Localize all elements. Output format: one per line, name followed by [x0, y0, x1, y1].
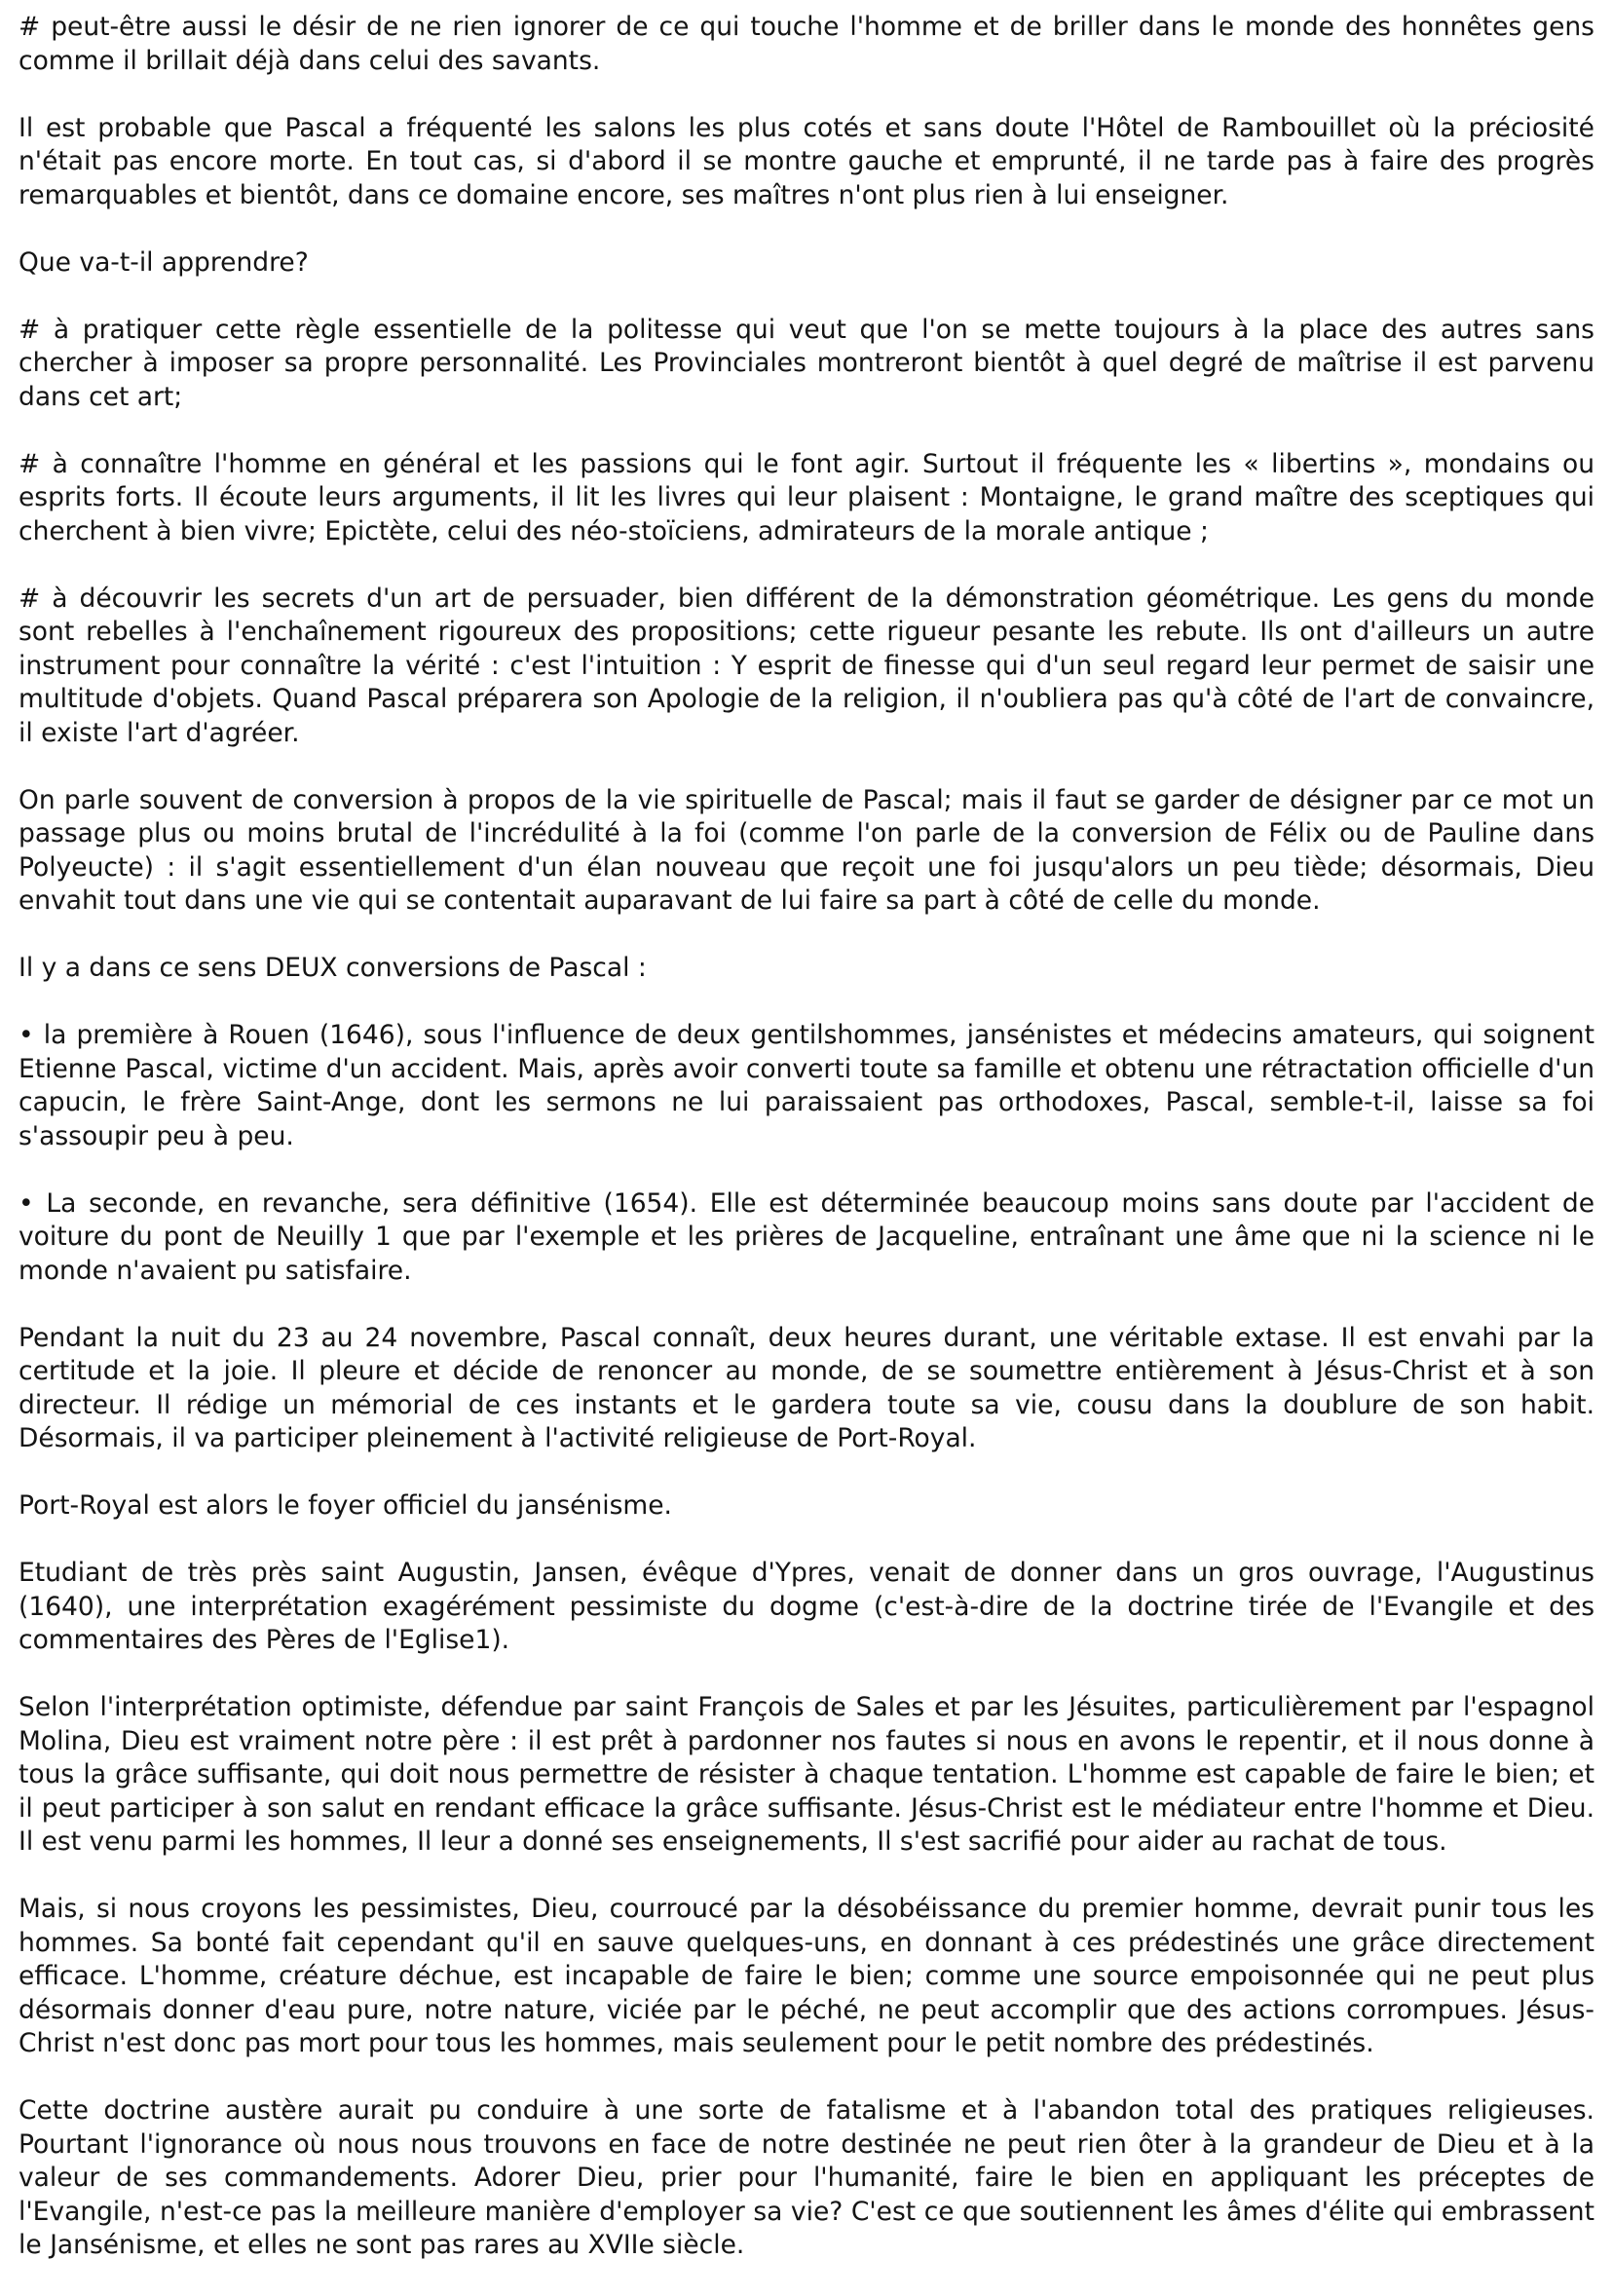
- paragraph-pessimistes: Mais, si nous croyons les pessimistes, Dieu, courroucé par la désobéissance du premier homme, devrait punir tous les hommes. Sa bonté fait cependant qu'il en sauve quelques-uns, en donnant à ces prédestinés une grâce directement efficace. L'homme, créature déchue, est incapable de faire le bien; comme une source empoisonnée qui ne peut plus désormais donner d'eau pure, notre nature, viciée par le péché, ne peut accomplir que des actions corrompues. Jésus-Christ n'est donc pas mort pour tous les hommes, mais seulement pour le petit nombre des prédestinés.: [19, 1894, 1594, 2058]
- paragraph-deux-conversions: Il y a dans ce sens DEUX conversions de Pascal :: [19, 953, 647, 983]
- paragraph-jansen: Etudiant de très près saint Augustin, Jansen, évêque d'Ypres, venait de donner dans un gros ouvrage, l'Augustinus (1640), une interprétation exagérément pessimiste du dogme (c'est-à-dire de la doctrine tirée de l'Evangile et des commentaires des Pères de l'Eglise1).: [19, 1558, 1594, 1655]
- document-page: [19, 11, 1594, 2296]
- paragraph-question: Que va-t-il apprendre?: [19, 246, 309, 278]
- paragraph-connaitre-homme: # à connaître l'homme en général et les passions qui le font agir. Surtout il fréquente les « libertins », mondains ou esprits forts. Il écoute leurs arguments, il lit les livres qui leur plaisent : Montaigne, le grand maître des sceptiques qui cherchent à bien vivre; Epictète, celui des néo-stoïciens, admirateurs de la morale antique ;: [19, 448, 1594, 546]
- paragraph-art-persuader: # à découvrir les secrets d'un art de persuader, bien différent de la démonstration géométrique. Les gens du monde sont rebelles à l'enchaînement rigoureux des propositions; cette rigueur pesante les rebute. Ils ont d'ailleurs un autre instrument pour connaître la vérité : c'est l'intuition : Y esprit de finesse qui d'un seul regard leur permet de saisir une multitude d'objets. Quand Pascal préparera son Apologie de la religion, il n'oubliera pas qu'à côté de l'art de convaincre, il existe l'art d'agréer.: [19, 583, 1594, 748]
- paragraph-doctrine-austere: Cette doctrine austère aurait pu conduire à une sorte de fatalisme et à l'abandon total des pratiques religieuses. Pourtant l'ignorance où nous nous trouvons en face de notre destinée ne peut rien ôter à la grandeur de Dieu et à la valeur de ses commandements. Adorer Dieu, prier pour l'humanité, faire le bien en appliquant les préceptes de l'Evangile, n'est-ce pas la meilleure manière d'employer sa vie? C'est ce que soutiennent les âmes d'élite qui embrassent le Jansénisme, et elles ne sont pas rares au XVIIe siècle.: [19, 2095, 1594, 2260]
- paragraph-nuit-extase: Pendant la nuit du 23 au 24 novembre, Pascal connaît, deux heures durant, une véritable extase. Il est envahi par la certitude et la joie. Il pleure et décide de renoncer au monde, de se soumettre entièrement à Jésus-Christ et à son directeur. Il rédige un mémorial de ces instants et le gardera toute sa vie, cousu dans la doublure de son habit. Désormais, il va participer pleinement à l'activité religieuse de Port-Royal.: [19, 1322, 1594, 1453]
- paragraph-salons: Il est probable que Pascal a fréquenté les salons les plus cotés et sans doute l'Hôtel de Rambouillet où la préciosité n'était pas encore morte. En tout cas, si d'abord il se montre gauche et emprunté, il ne tarde pas à faire des progrès remarquables et bientôt, dans ce domaine encore, ses maîtres n'ont plus rien à lui enseigner.: [19, 112, 1594, 210]
- paragraph-port-royal: Port-Royal est alors le foyer officiel du jansénisme.: [19, 1490, 672, 1521]
- paragraph-conversion: On parle souvent de conversion à propos de la vie spirituelle de Pascal; mais il faut se garder de désigner par ce mot un passage plus ou moins brutal de l'incrédulité à la foi (comme l'on parle de la conversion de Félix ou de Pauline dans Polyeucte) : il s'agit essentiellement d'un élan nouveau que reçoit une foi jusqu'alors un peu tiède; désormais, Dieu envahit tout dans une vie qui se contentait auparavant de lui faire sa part à côté de celle du monde.: [19, 784, 1594, 916]
- list-item-premiere-conversion: • la première à Rouen (1646), sous l'influence de deux gentilshommes, jansénistes et médecins amateurs, qui soignent Etienne Pascal, victime d'un accident. Mais, après avoir converti toute sa famille et obtenu une rétractation officielle d'un capucin, le frère Saint-Ange, dont les sermons ne lui paraissaient pas orthodoxes, Pascal, semble-t-il, laisse sa foi s'assoupir peu à peu.: [19, 1020, 1594, 1151]
- list-item-seconde-conversion: • La seconde, en revanche, sera définitive (1654). Elle est déterminée beaucoup moins sans doute par l'accident de voiture du pont de Neuilly 1 que par l'exemple et les prières de Jacqueline, entraînant une âme que ni la science ni le monde n'avaient pu satisfaire.: [19, 1187, 1594, 1286]
- paragraph-interpretation-optimiste: Selon l'interprétation optimiste, défendue par saint François de Sales et par les Jésuites, particulièrement par l'espagnol Molina, Dieu est vraiment notre père : il est prêt à pardonner nos fautes si nous en avons le repentir, et il nous donne à tous la grâce suffisante, qui doit nous permettre de résister à chaque tentation. L'homme est capable de faire le bien; et il peut participer à son salut en rendant efficace la grâce suffisante. Jésus-Christ est le médiateur entre l'homme et Dieu. Il est venu parmi les hommes, Il leur a donné ses enseignements, Il s'est sacrifié pour aider au rachat de tous.: [19, 1692, 1594, 1857]
- paragraph-politesse: # à pratiquer cette règle essentielle de la politesse qui veut que l'on se mette toujours à la place des autres sans chercher à imposer sa propre personnalité. Les Provinciales montreront bientôt à quel degré de maîtrise il est parvenu dans cet art;: [19, 314, 1594, 412]
- paragraph-honnetes-gens: # peut-être aussi le désir de ne rien ignorer de ce qui touche l'homme et de briller dans le monde des honnêtes gens comme il brillait déjà dans celui des savants.: [19, 12, 1594, 76]
